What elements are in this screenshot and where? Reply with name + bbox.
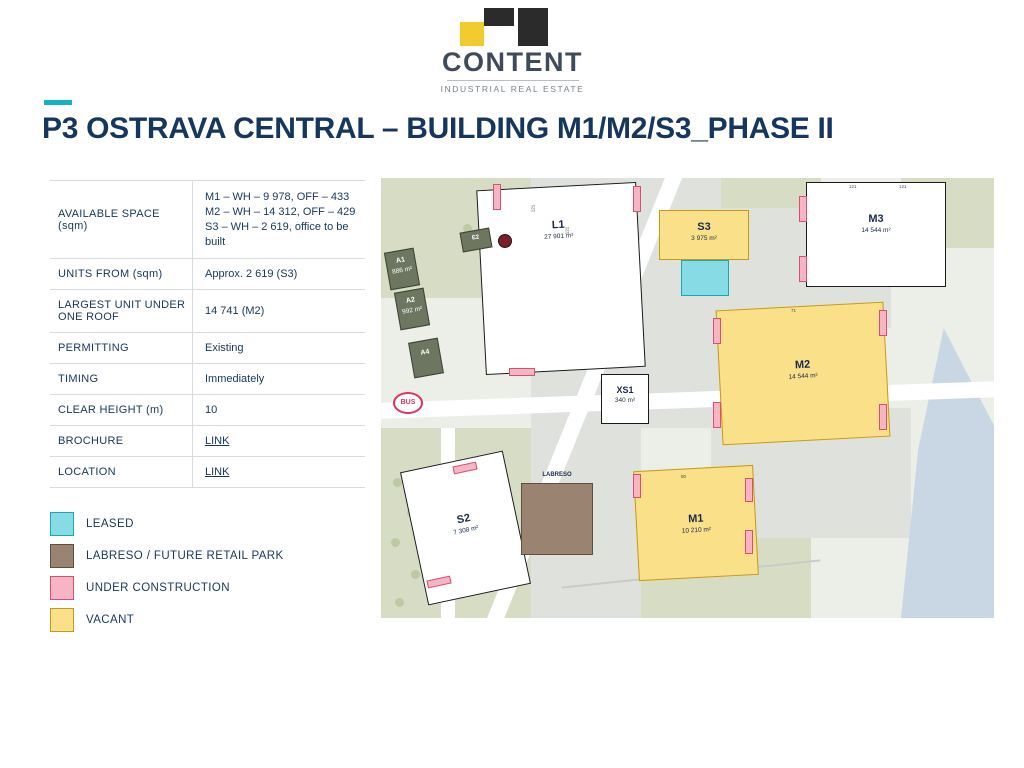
spec-value-timing: Immediately xyxy=(205,373,265,386)
location-link[interactable]: LINK xyxy=(205,466,230,479)
construction-marker xyxy=(713,318,721,344)
building-label: A2 xyxy=(405,296,416,305)
construction-marker xyxy=(493,184,501,210)
dimension-label: 121 xyxy=(899,184,907,189)
building-A2[interactable] xyxy=(394,288,430,331)
spec-value-line: S3 – WH – 2 619, office to be xyxy=(205,220,349,233)
property-spec-table xyxy=(50,180,365,488)
building-area: 3 975 m² xyxy=(691,235,717,242)
table-row xyxy=(50,457,365,488)
legend-swatch-labreso-icon xyxy=(50,544,74,568)
building-label: S2 xyxy=(455,511,472,527)
spec-value-line: M2 – WH – 14 312, OFF – 429 xyxy=(205,205,356,218)
legend-swatch-under-construction-icon xyxy=(50,576,74,600)
building-label: M1 xyxy=(687,512,704,526)
spec-value-line: built xyxy=(205,235,226,248)
building-area: 992 m² xyxy=(401,305,423,316)
construction-marker xyxy=(633,186,641,212)
dimension-label: 121 xyxy=(849,184,857,189)
page-title: P3 OSTRAVA CENTRAL – BUILDING M1/M2/S3_PHASE II xyxy=(42,112,834,145)
table-row xyxy=(50,290,365,333)
tree-icon xyxy=(391,538,400,547)
building-leased-unit[interactable] xyxy=(681,260,729,296)
spec-key-timing: TIMING xyxy=(50,364,193,395)
spec-value-available-space xyxy=(193,181,366,259)
building-area: 7 308 m² xyxy=(452,524,480,537)
brand-logo xyxy=(430,8,595,94)
legend-label: VACANT xyxy=(86,614,135,626)
content-logo-mark-icon xyxy=(460,8,566,46)
spec-value-permitting: Existing xyxy=(205,342,244,355)
brochure-link[interactable]: LINK xyxy=(205,435,230,448)
logo-tagline: INDUSTRIAL REAL ESTATE xyxy=(440,84,585,94)
building-area: 10 210 m² xyxy=(681,526,712,535)
dimension-label: 121 xyxy=(564,226,570,235)
bus-stop-icon[interactable]: BUS xyxy=(393,392,423,414)
building-area: 14 544 m² xyxy=(861,227,891,234)
building-area: 886 m² xyxy=(391,265,413,276)
legend-label: LEASED xyxy=(86,518,134,530)
spec-key-line: (sqm) xyxy=(58,219,88,232)
building-M2[interactable] xyxy=(716,302,891,446)
table-row xyxy=(50,181,365,259)
spec-key-available-space xyxy=(50,181,193,259)
dimension-label: 80 xyxy=(681,474,687,479)
spec-key-line: LARGEST UNIT xyxy=(58,299,142,312)
table-row xyxy=(50,333,365,364)
building-area: 340 m² xyxy=(614,397,636,404)
logo-divider xyxy=(447,80,579,81)
building-label: A4 xyxy=(420,348,431,357)
dimension-label: 71 xyxy=(791,308,797,313)
construction-marker xyxy=(633,474,641,498)
spec-key-largest-unit xyxy=(50,290,193,333)
construction-marker xyxy=(879,310,887,336)
logo-wordmark: CONTENT xyxy=(442,47,583,77)
building-XS1[interactable] xyxy=(601,374,649,424)
legend-swatch-vacant-icon xyxy=(50,608,74,632)
map-point-marker-icon xyxy=(498,234,512,248)
building-label: XS1 xyxy=(616,385,634,395)
spec-key-brochure: BROCHURE xyxy=(50,426,193,457)
spec-key-line: SPACE xyxy=(121,207,160,220)
spec-key-line: UNDER ONE ROOF xyxy=(58,299,186,324)
building-label: L1 xyxy=(551,218,565,232)
spec-value-clear-height: 10 xyxy=(205,404,218,417)
table-row xyxy=(50,259,365,290)
building-label: M2 xyxy=(794,358,811,372)
building-M3[interactable] xyxy=(806,182,946,287)
building-label: LABRESO xyxy=(542,472,572,478)
building-A4[interactable] xyxy=(408,338,444,379)
tree-icon xyxy=(411,570,420,579)
legend-label: LABRESO / FUTURE RETAIL PARK xyxy=(86,550,284,562)
table-row xyxy=(50,364,365,395)
building-label: M3 xyxy=(868,213,884,225)
title-accent-bar xyxy=(44,100,72,105)
building-label: A1 xyxy=(395,256,406,265)
table-row xyxy=(50,395,365,426)
map-legend xyxy=(50,508,380,636)
building-S3[interactable] xyxy=(659,210,749,260)
legend-item-leased xyxy=(50,508,380,540)
construction-marker xyxy=(799,196,807,222)
legend-item-labreso xyxy=(50,540,380,572)
spec-key-permitting: PERMITTING xyxy=(50,333,193,364)
spec-value-units-from: Approx. 2 619 (S3) xyxy=(205,268,298,281)
legend-label: UNDER CONSTRUCTION xyxy=(86,582,230,594)
building-label: S3 xyxy=(697,221,711,233)
construction-marker xyxy=(745,478,753,502)
tree-icon xyxy=(395,598,404,607)
table-row xyxy=(50,426,365,457)
spec-key-location: LOCATION xyxy=(50,457,193,488)
map-river xyxy=(901,328,994,618)
site-plan-map[interactable] xyxy=(381,178,994,618)
building-label: E2 xyxy=(471,234,480,242)
legend-swatch-leased-icon xyxy=(50,512,74,536)
spec-value-largest-unit: 14 741 (M2) xyxy=(205,305,265,318)
spec-key-units-from: UNITS FROM (sqm) xyxy=(50,259,193,290)
construction-marker xyxy=(713,402,721,428)
spec-key-line: AVAILABLE xyxy=(58,207,119,220)
building-labreso[interactable] xyxy=(521,472,593,555)
building-M1[interactable] xyxy=(633,465,759,581)
construction-marker xyxy=(509,368,535,376)
spec-value-line: M1 – WH – 9 978, OFF – 433 xyxy=(205,191,350,203)
building-area: 14 544 m² xyxy=(788,372,818,381)
construction-marker xyxy=(799,256,807,282)
building-L1[interactable] xyxy=(476,182,645,375)
building-A1[interactable] xyxy=(384,248,420,291)
dimension-label: 121 xyxy=(530,204,536,213)
spec-key-clear-height: CLEAR HEIGHT (m) xyxy=(50,395,193,426)
construction-marker xyxy=(879,404,887,430)
construction-marker xyxy=(745,530,753,554)
legend-item-under-construction xyxy=(50,572,380,604)
building-area: 27 901 m² xyxy=(543,232,574,241)
legend-item-vacant xyxy=(50,604,380,636)
